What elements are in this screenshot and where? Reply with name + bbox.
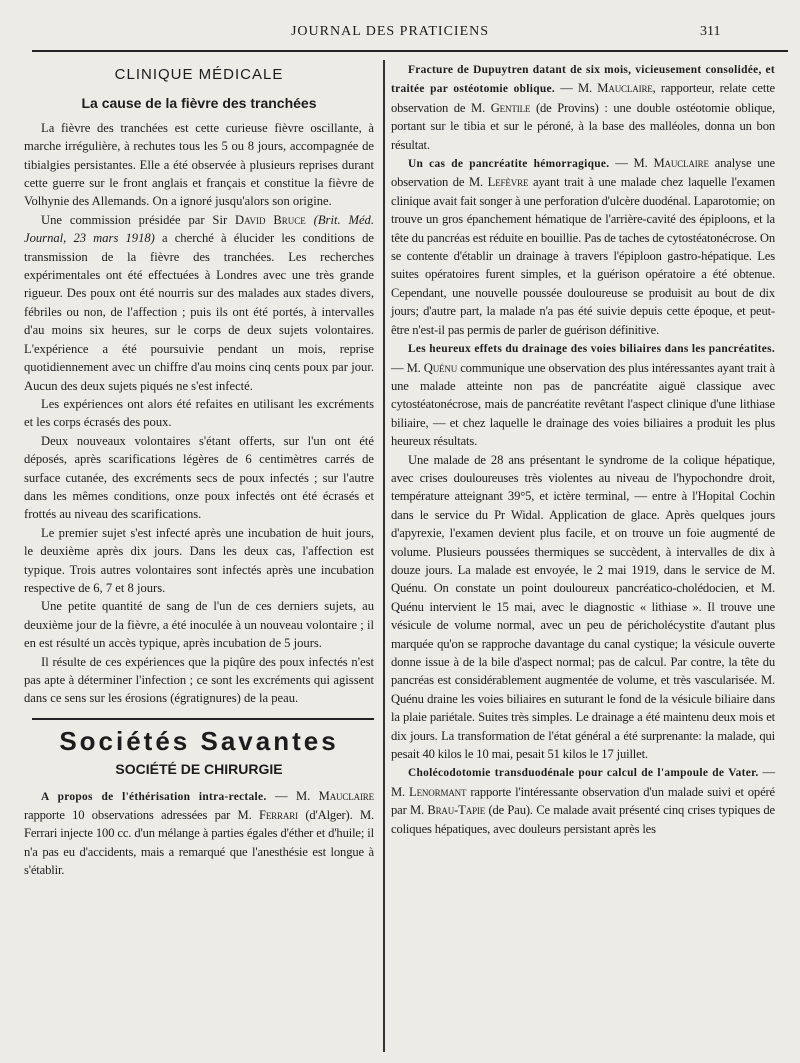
- running-title: JOURNAL DES PRATICIENS: [290, 24, 490, 39]
- column-divider: [383, 60, 385, 1052]
- paragraph: Les heureux effets du drainage des voies biliaires dans les pancréatites. — M. Quénu communique une observation des plus intéressantes ayant trait à une malade atteinte non pas de pancréatite aiguë classique avec cytostéatonécrose, mais de pancréatite revêtant l'aspect clinique d'une lithiase biliaire, — et chez laquelle le drainage des voies biliaires a produit les plus heureux résultats.: [391, 343, 775, 449]
- paragraph: Cholécodotomie transduodénale pour calcul de l'ampoule de Vater. — M. Lenormant rapporte l'intéressante observation d'un malade suivi et opéré par M. Brau-Tapie (de Pau). Ce malade avait présenté cinq crises typiques de coliques hépatiques, avec douleurs persistant après les: [391, 765, 775, 836]
- right-column: [391, 60, 775, 838]
- page-header: [0, 0, 800, 50]
- paragraph: Il résulte de ces expériences que la piqûre des poux infectés n'est pas apte à déterminer l'infection ; ce sont les excréments qui agissent dans ce sens sur les érosions (égratignures) de la peau.: [24, 654, 374, 706]
- paragraph: Fracture de Dupuytren datant de six mois, vicieusement consolidée, et traitée par ostéotomie oblique. — M. Mauclaire, rapporteur, relate cette observation de M. Gentile (de Provins) : une double ostéotomie oblique, portant sur le tibia et sur le péroné, à la base des malléoles, donna un bon résultat.: [391, 64, 775, 152]
- paragraph: A propos de l'éthérisation intra-rectale. — M. Mauclaire rapporte 10 observations adressées par M. Ferrari (d'Alger). M. Ferrari injecte 100 cc. d'un mélange à parties égales d'éther et d'huile; il n'a pas eu d'accidents, mais a remarqué que l'anesthésie est longue à s'établir.: [24, 788, 375, 878]
- paragraph: Le premier sujet s'est infecté après une incubation de huit jours, le deuxième après dix jours. Dans les deux cas, l'affection est typique. Trois autres volontaires sont infectés après une incubation respective de 6, 7 et 8 jours.: [24, 525, 374, 595]
- section-heading-societes: Sociétés Savantes: [59, 725, 339, 756]
- paragraph: Les expériences ont alors été refaites en utilisant les excréments et les corps écrasés des poux.: [24, 396, 374, 430]
- citation: (Brit. Méd. Journal, 23 mars 1918): [24, 212, 375, 246]
- header-rule: [32, 50, 788, 52]
- left-column: [24, 60, 374, 880]
- item-lead: Un cas de pancréatite hémorragique.: [408, 158, 610, 171]
- paragraph: La fièvre des tranchées est cette curieuse fièvre oscillante, à marche irrégulière, à rechutes tous les 5 ou 8 jours, accompagnée de tibialgies persistantes. Elle a été observée à plusieurs reprises durant cette guerre sur le front anglais et français et constitue la fièvre de Volhynie des Allemands. On a ignoré jusqu'alors son origine.: [24, 120, 374, 209]
- paragraph: Une commission présidée par Sir David Bruce (Brit. Méd. Journal, 23 mars 1918) a cherché à élucider les conditions de transmission de la fièvre des tranchées. Les recherches expérimentales ont été effectuées à Londres avec une très grande rigueur. Des poux ont été nourris sur des malades aux stades divers, fébriles ou non, de l'affection ; puis ils ont été portés, à intervalles d'au moins six heures, sur le corps de deux sujets volontaires. L'expérience a été poursuivie pendant un mois, reprise quotidiennement avec un chiffre d'au moins cinq cents poux par jour. Aucun des deux sujets piqués ne s'est infecté.: [24, 212, 375, 393]
- paragraph: Un cas de pancréatite hémorragique. — M. Mauclaire analyse une observation de M. Lefèvre ayant trait à une malade chez laquelle l'examen clinique avait fait songer à une perforation d'ulcère duodénal. Laparotomie; on trouve un gros épanchement hématique de l'arrière-cavité des épiploons, et la tête du pancréas est réduite en bouillie. Pas de taches de cytostéatonécrose. On se contente d'établir un drainage à travers l'épiploon gastro-hépatique. Les suites opératoires furent simples, et la guérison opératoire a été obtenue. Cependant, une nouvelle poussée douloureuse se produisit au bout de dix jours; d'autre part, la malade n'a pas été suivie depuis cette époque, et peut-être n'est-il pas permis de parler de guérison définitive.: [391, 156, 775, 337]
- section-heading-clinique: CLINIQUE MÉDICALE: [114, 66, 284, 83]
- paragraph: Deux nouveaux volontaires s'étant offerts, sur l'un ont été déposés, après scarifications légères de 6 centimètres carrés de surface cutanée, des excréments secs de poux infectés ; sur l'autre dans les mêmes conditions, onze poux infectés ont été écrasés et frottés au niveau des scarifications.: [24, 433, 374, 522]
- author-name: David Bruce: [235, 212, 306, 227]
- section-rule: [32, 718, 374, 720]
- item-lead: A propos de l'éthérisation intra-rectale.: [41, 790, 267, 803]
- article-title: La cause de la fièvre des tranchées: [81, 95, 317, 112]
- item-lead: Cholécodotomie transduodénale pour calcul de l'ampoule de Vater.: [408, 767, 759, 780]
- paragraph: Une malade de 28 ans présentant le syndrome de la colique hépatique, avec crises douloureuses très violentes au niveau de l'hypochondre droit, température atteignant 39°5, et ictère terminal, — entre à l'Hopital Cochin dans le service du Pr Widal. Application de glace. Après quelques jours d'apyrexie, l'examen devient plus facile, et on trouve un foie augmenté de volume. Plusieurs poussées thermiques se succèdent, à intervalles de dix à douze jours. La malade est envoyée, le 2 mai 1919, dans le service de M. Quénu. On constate un point douloureux pancréatico-cholédocien, et M. Quénu intervient le 15 mai, avec le diagnostic « lithiase ». Il trouve une vésicule de volume normal, avec un peu de péricholécystite d'autant plus marquée qu'on se rapproche davantage du canal cystique; la vésicule ouverte donne issue à de la bile d'aspect normal; pas de calcul. Par contre, la tête du pancréas est considérablement augmentée de volume, et très vascularisée. M. Quénu draine les voies biliaires en suturant le fond de la vésicule biliaire dans la plaie pariétale. Suites très simples. Le drainage a été maintenu deux mois et dix jours. La transformation de l'état général a été surprenante: la malade, qui pesait 40 kilos le 10 mai, pesait 51 kilos le 17 juillet.: [391, 452, 775, 762]
- sub-heading-chirurgie: SOCIÉTÉ DE CHIRURGIE: [115, 761, 283, 778]
- page-number: 311: [700, 24, 721, 39]
- paragraph: Une petite quantité de sang de l'un de ces derniers sujets, au deuxième jour de la fièvre, a été inoculée à un nouveau volontaire ; il en est résulté un accès typique, après incubation de 5 jours.: [24, 599, 374, 651]
- item-lead: Fracture de Dupuytren datant de six mois, vicieusement consolidée, et traitée par ostéotomie oblique.: [391, 64, 775, 96]
- item-lead: Les heureux effets du drainage des voies biliaires dans les pancréatites.: [408, 343, 775, 356]
